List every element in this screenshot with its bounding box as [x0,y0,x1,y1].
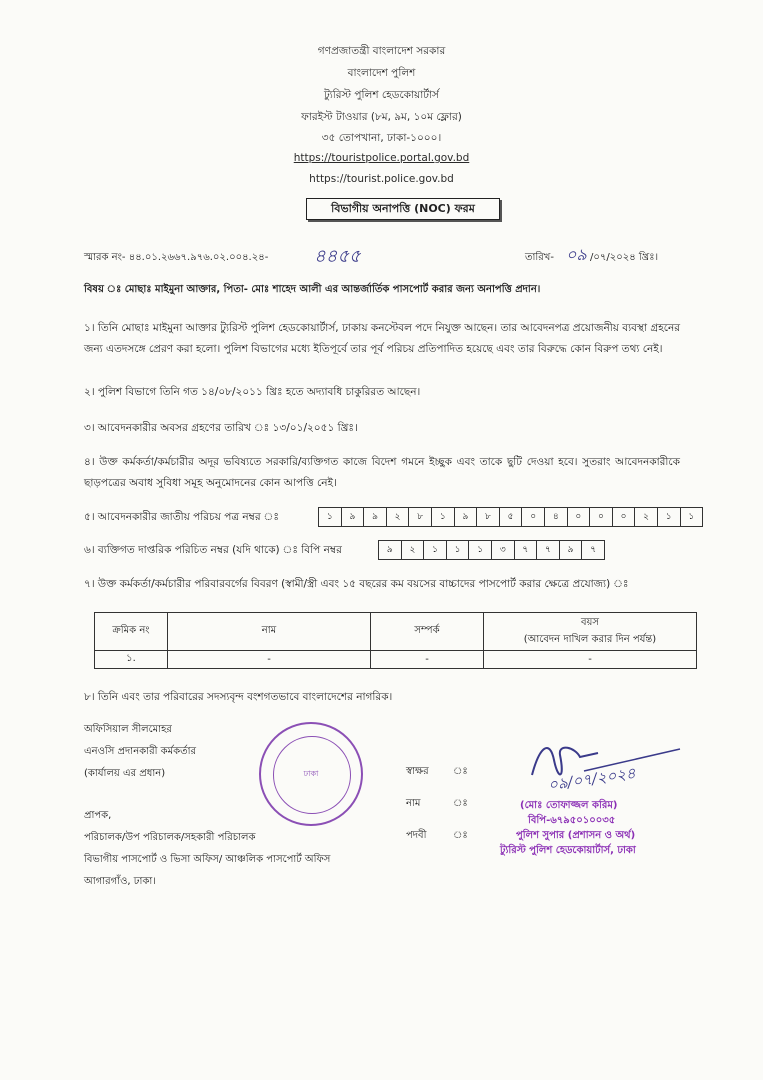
item-1: ১। তিনি মোছাঃ মাইমুনা আক্তার ট্যুরিস্ট পুলিশ হেডকোয়ার্টার্স, ঢাকায় কনস্টেবল পদে নিযুক্ত আছেন। তার আবেদনপত্র প্রয়োজনীয় ব্যবস্থা গ্রহনের জন্য এতদসঙ্গে প্রেরণ করা হলো। পুলিশ বিভাগের মধ্যে ইতিপূর্বে তার পূর্ব পরিচয় প্রতিপাদিত হয়েছে এবং তার বিরুদ্ধে কোন বিরুপ তথ্য নেই। [84,322,680,355]
nid-digit: ৯ [342,508,365,526]
col-age-title: বয়স [580,616,600,628]
bp-label: ৬। ব্যক্তিগত দাপ্তরিক পরিচিত নম্বর (যদি থাকে) ঃ বিপি নম্বর [84,544,342,556]
item-2: ২। পুলিশ বিভাগে তিনি গত ১৪/০৮/২০১১ খ্রিঃ হতে অদ্যাবধি চাকুরিরত আছেন। [84,386,421,398]
item-8: ৮। তিনি এবং তার পরিবারের সদস্যবৃন্দ বংশগতভাবে বাংলাদেশের নাগরিক। [84,691,393,703]
header-tower: ফারইস্ট টাওয়ার (৮ম, ৯ম, ১০ম ফ্লোর) [301,111,462,123]
nid-digit: ১ [319,508,342,526]
signatory-designation: পুলিশ সুপার (প্রশাসন ও অর্থ) [516,830,636,841]
nid-digit: ০ [522,508,545,526]
header-address: ৩৫ তোপখানা, ঢাকা-১০০০। [321,132,442,144]
signatory-name: (মোঃ তোফাজ্জল করিম) [520,800,618,811]
recipient-label: প্রাপক, [84,810,112,821]
bp-digit: ৭ [590,545,597,555]
date-day: ০৯ [566,245,587,264]
col-name: নাম [168,613,371,651]
bp-digit: ১ [469,541,492,559]
recipient-office: বিভাগীয় পাসপোর্ট ও ভিসা অফিস/ আঞ্চলিক পাসপোর্ট অফিস [84,854,331,865]
bp-number-boxes [378,540,605,560]
item-3: ৩। আবেদনকারীর অবসর গ্রহণের তারিখ ঃ ১৩/০১/২০৫১ খ্রিঃ। [84,422,358,434]
name-colon: ঃ [453,798,468,809]
bp-digit: ৭ [515,541,538,559]
nid-digit: ১ [432,508,455,526]
sign-label: স্বাক্ষর [406,766,429,777]
nid-digit: ১ [658,508,681,526]
nid-number-boxes [318,507,703,527]
col-relation: সম্পর্ক [371,613,484,651]
sign-colon: ঃ [453,766,468,777]
nid-digit: ১ [688,512,695,522]
memo-number: ৪৪৫৫ [314,246,361,267]
subject-line: বিষয় ঃ মোছাঃ মাইমুনা আক্তার, পিতা- মোঃ শাহেদ আলী এর আন্তর্জার্তিক পাসপোর্ট করার জন্য অনাপত্তি প্রদান। [84,284,541,295]
date-label: তারিখ- [525,252,554,263]
family-table [94,612,697,669]
bp-digit: ৭ [537,541,560,559]
table-row [95,651,697,669]
seal-text: ঢাকা [303,769,319,778]
nid-digit: ৫ [500,508,523,526]
header-govt: গণপ্রজাতন্ত্রী বাংলাদেশ সরকার [317,45,446,57]
cell-age: - [484,651,697,669]
name-label: নাম [406,798,421,809]
official-round-seal [259,722,363,826]
col-age [484,613,697,651]
signatory-bp: বিপি-৬৭৯৫০১০০৩৫ [528,815,616,826]
bp-digit: ৩ [492,541,515,559]
signature-date: ০৯/০৭/২০২৪ [546,763,637,795]
memo-label: স্মারক নং- ৪৪.০১.২৬৬৭.৯৭৬.০২.০০৪.২৪- [84,252,269,263]
bp-digit: ১ [447,541,470,559]
nid-digit: ২ [635,508,658,526]
bp-digit: ৯ [560,541,583,559]
nid-digit: ৯ [364,508,387,526]
bp-digit: ১ [424,541,447,559]
form-title: বিভাগীয় অনাপত্তি (NOC) ফরম [306,198,500,220]
col-age-note: (আবেদন দাখিল করার দিন পর্যন্ত) [523,633,657,645]
cell-relation: - [371,651,484,669]
nid-digit: ০ [568,508,591,526]
seal-label-2: এনওসি প্রদানকারী কর্মকর্তার [84,746,197,757]
header-link-portal[interactable]: https://touristpolice.portal.gov.bd [293,152,470,164]
nid-digit: ০ [590,508,613,526]
nid-digit: ৯ [455,508,478,526]
designation-colon: ঃ [453,830,468,841]
bp-digit: ২ [402,541,425,559]
header-link-site[interactable]: https://tourist.police.gov.bd [309,173,454,185]
nid-digit: ৮ [409,508,432,526]
recipient-address: আগারগাঁও, ঢাকা। [84,876,156,887]
header-office: ট্যুরিস্ট পুলিশ হেডকোয়ার্টার্স [324,89,439,101]
nid-digit: ০ [613,508,636,526]
cell-serial: ১. [95,651,168,669]
nid-digit: ৮ [477,508,500,526]
designation-label: পদবী [406,830,427,841]
cell-name: - [168,651,371,669]
family-table-header [95,613,697,651]
nid-digit: ২ [387,508,410,526]
nid-digit: ৪ [545,508,568,526]
date-rest: /০৭/২০২৪ খ্রিঃ। [590,252,659,263]
seal-label-1: অফিসিয়াল সীলমোহর [84,724,172,735]
recipient-role: পরিচালক/উপ পরিচালক/সহকারী পরিচালক [84,832,256,843]
col-serial: ক্রমিক নং [95,613,168,651]
bp-digit: ৯ [379,541,402,559]
signatory-office: ট্যুরিস্ট পুলিশ হেডকোয়ার্টার্স, ঢাকা [500,845,636,856]
header-police: বাংলাদেশ পুলিশ [347,67,416,79]
nid-label: ৫। আবেদনকারীর জাতীয় পরিচয় পত্র নম্বর ঃ [84,511,279,523]
item-7: ৭। উক্ত কর্মকর্তা/কর্মচারীর পরিবারবর্গের বিবরণ (স্বামী/স্ত্রী এবং ১৫ বছরের কম বয়সের বাচ্চাদের পাসপোর্ট করার ক্ষেত্রে প্রযোজ্য) ঃ [84,578,629,590]
seal-label-3: (কার্যালয় এর প্রধান) [84,768,166,779]
item-4: ৪। উক্ত কর্মকর্তা/কর্মচারীর অদূর ভবিষ্যতে সরকারি/ব্যক্তিগত কাজে বিদেশ গমনে ইচ্ছুক এবং তাকে ছুটি দেওয়া হবে। সুতরাং আবেদনকারীকে ছাড়পত্রের অবাধ সুবিধা সমূহ অনুমোদনের কোন আপত্তি নেই। [84,456,680,489]
